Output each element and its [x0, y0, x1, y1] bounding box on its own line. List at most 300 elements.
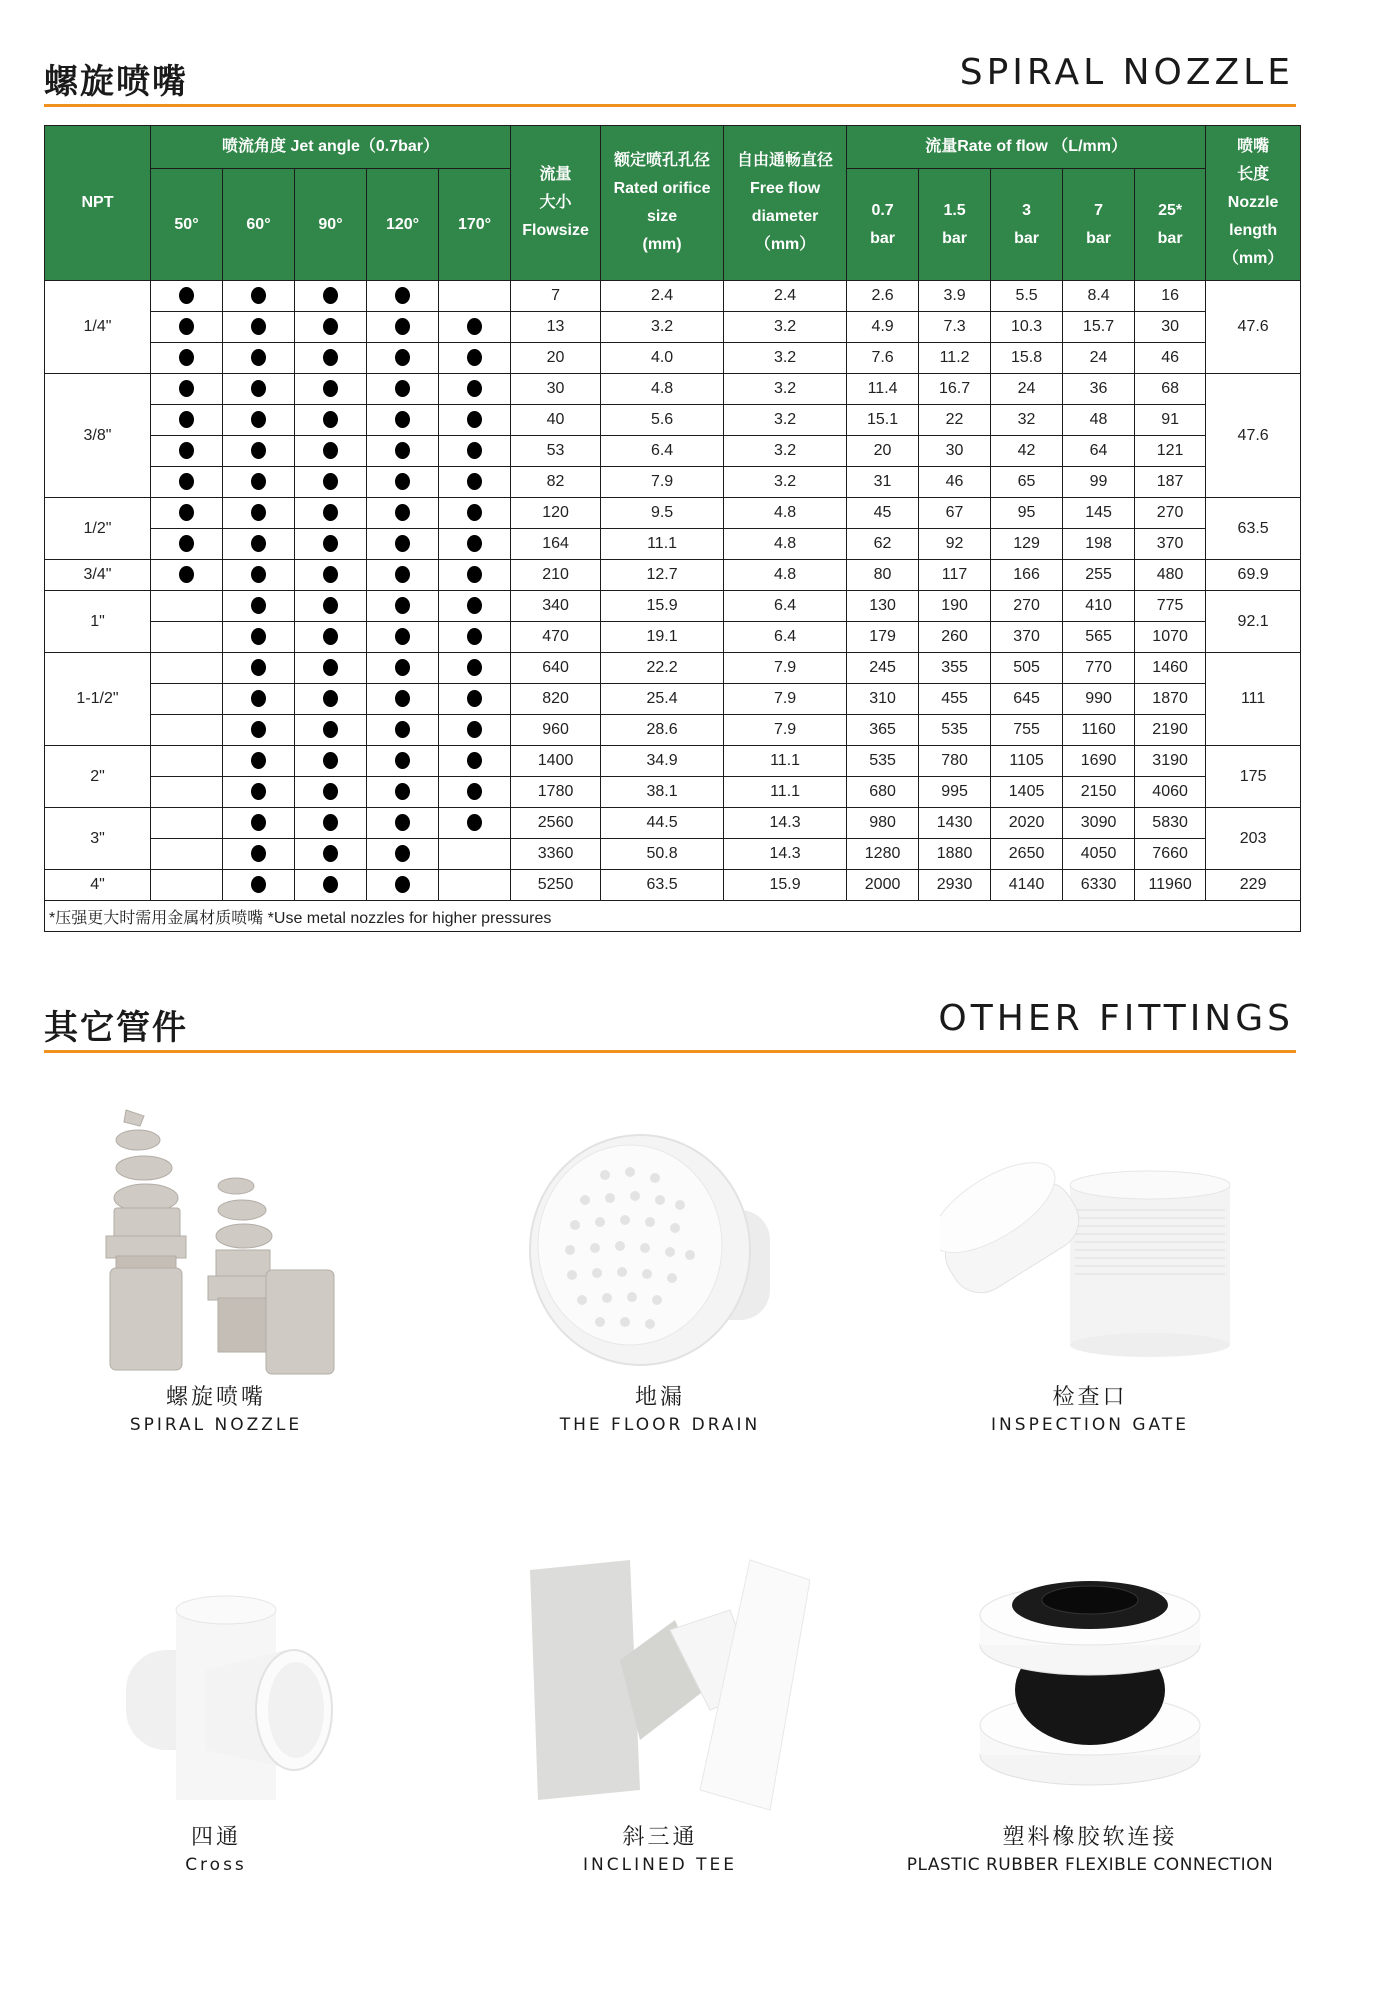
- rate-cell: 7.6: [847, 343, 919, 374]
- flowsize-cell: 640: [511, 653, 601, 684]
- angle-cell: [439, 870, 511, 901]
- available-dot-icon: [251, 690, 266, 707]
- rate-cell: 16.7: [919, 374, 991, 405]
- angle-cell: [367, 343, 439, 374]
- orifice-cell: 4.0: [601, 343, 724, 374]
- angle-cell: [295, 715, 367, 746]
- available-dot-icon: [467, 597, 482, 614]
- rate-cell: 46: [919, 467, 991, 498]
- rate-cell: 680: [847, 777, 919, 808]
- table-row: [45, 839, 1301, 870]
- flowsize-cell: 53: [511, 436, 601, 467]
- available-dot-icon: [179, 504, 194, 521]
- section-title-en: OTHER FITTINGS: [938, 998, 1294, 1039]
- angle-cell: [151, 715, 223, 746]
- available-dot-icon: [467, 318, 482, 335]
- angle-cell: [223, 808, 295, 839]
- rate-cell: 15.1: [847, 405, 919, 436]
- available-dot-icon: [323, 411, 338, 428]
- rate-cell: 80: [847, 560, 919, 591]
- product-card-inclined-tee: [450, 1540, 870, 1875]
- available-dot-icon: [467, 814, 482, 831]
- rate-cell: 1460: [1135, 653, 1206, 684]
- product-name-cn: 四通: [190, 1825, 241, 1850]
- available-dot-icon: [467, 566, 482, 583]
- rate-cell: 198: [1063, 529, 1135, 560]
- available-dot-icon: [251, 442, 266, 459]
- orifice-cell: 25.4: [601, 684, 724, 715]
- available-dot-icon: [467, 380, 482, 397]
- angle-cell: [439, 560, 511, 591]
- flowsize-cell: 30: [511, 374, 601, 405]
- angle-cell: [367, 281, 439, 312]
- angle-cell: [439, 436, 511, 467]
- angle-cell: [151, 467, 223, 498]
- angle-cell: [439, 281, 511, 312]
- available-dot-icon: [251, 287, 266, 304]
- table-row: [45, 405, 1301, 436]
- rate-cell: 645: [991, 684, 1063, 715]
- orifice-cell: 19.1: [601, 622, 724, 653]
- nozzle-length-cell: 229: [1206, 870, 1301, 901]
- rate-cell: 5.5: [991, 281, 1063, 312]
- angle-cell: [151, 684, 223, 715]
- product-name-cn: 螺旋喷嘴: [165, 1385, 266, 1410]
- angle-cell: [223, 653, 295, 684]
- spiral-nozzle-image: [66, 1100, 366, 1380]
- rate-cell: 7660: [1135, 839, 1206, 870]
- header-angle: 50°: [151, 169, 223, 281]
- available-dot-icon: [251, 597, 266, 614]
- rate-cell: 4140: [991, 870, 1063, 901]
- rate-cell: 121: [1135, 436, 1206, 467]
- angle-cell: [223, 560, 295, 591]
- available-dot-icon: [179, 473, 194, 490]
- available-dot-icon: [323, 349, 338, 366]
- angle-cell: [223, 374, 295, 405]
- rate-cell: 95: [991, 498, 1063, 529]
- angle-cell: [151, 808, 223, 839]
- available-dot-icon: [395, 535, 410, 552]
- rate-cell: 67: [919, 498, 991, 529]
- available-dot-icon: [467, 473, 482, 490]
- rate-cell: 129: [991, 529, 1063, 560]
- flowsize-cell: 13: [511, 312, 601, 343]
- freeflow-cell: 3.2: [724, 405, 847, 436]
- available-dot-icon: [395, 659, 410, 676]
- angle-cell: [439, 591, 511, 622]
- rate-cell: 15.7: [1063, 312, 1135, 343]
- rate-cell: 68: [1135, 374, 1206, 405]
- angle-cell: [367, 374, 439, 405]
- product-name-en: INCLINED TEE: [583, 1855, 737, 1875]
- rate-cell: 24: [1063, 343, 1135, 374]
- available-dot-icon: [467, 721, 482, 738]
- orifice-cell: 6.4: [601, 436, 724, 467]
- nozzle-length-cell: 175: [1206, 746, 1301, 808]
- angle-cell: [151, 374, 223, 405]
- rate-cell: 775: [1135, 591, 1206, 622]
- rate-cell: 3.9: [919, 281, 991, 312]
- available-dot-icon: [395, 752, 410, 769]
- product-card-inspection-gate: [880, 1100, 1300, 1435]
- available-dot-icon: [251, 535, 266, 552]
- table-row: [45, 715, 1301, 746]
- section-title-cn: 螺旋喷嘴: [44, 62, 188, 102]
- available-dot-icon: [179, 411, 194, 428]
- angle-cell: [151, 591, 223, 622]
- rate-cell: 117: [919, 560, 991, 591]
- angle-cell: [295, 622, 367, 653]
- rate-cell: 370: [1135, 529, 1206, 560]
- header-jet-angle: 喷流角度 Jet angle（0.7bar）: [151, 126, 511, 169]
- available-dot-icon: [395, 318, 410, 335]
- orifice-cell: 9.5: [601, 498, 724, 529]
- rate-cell: 535: [919, 715, 991, 746]
- rate-cell: 130: [847, 591, 919, 622]
- angle-cell: [367, 405, 439, 436]
- available-dot-icon: [179, 535, 194, 552]
- available-dot-icon: [467, 628, 482, 645]
- rate-cell: 1405: [991, 777, 1063, 808]
- angle-cell: [295, 777, 367, 808]
- available-dot-icon: [251, 318, 266, 335]
- angle-cell: [367, 622, 439, 653]
- angle-cell: [223, 591, 295, 622]
- available-dot-icon: [467, 752, 482, 769]
- angle-cell: [367, 684, 439, 715]
- nozzle-length-cell: 69.9: [1206, 560, 1301, 591]
- nozzle-length-cell: 47.6: [1206, 374, 1301, 498]
- angle-cell: [439, 467, 511, 498]
- angle-cell: [223, 622, 295, 653]
- angle-cell: [151, 653, 223, 684]
- angle-cell: [295, 870, 367, 901]
- available-dot-icon: [179, 380, 194, 397]
- flowsize-cell: 40: [511, 405, 601, 436]
- angle-cell: [439, 312, 511, 343]
- available-dot-icon: [323, 473, 338, 490]
- section-header-spiral-nozzle: [44, 50, 1296, 106]
- freeflow-cell: 11.1: [724, 746, 847, 777]
- rate-cell: 1105: [991, 746, 1063, 777]
- angle-cell: [151, 746, 223, 777]
- angle-cell: [439, 529, 511, 560]
- angle-cell: [295, 591, 367, 622]
- angle-cell: [367, 808, 439, 839]
- available-dot-icon: [323, 845, 338, 862]
- angle-cell: [439, 653, 511, 684]
- available-dot-icon: [323, 752, 338, 769]
- rate-cell: 187: [1135, 467, 1206, 498]
- angle-cell: [439, 374, 511, 405]
- table-row: [45, 870, 1301, 901]
- available-dot-icon: [251, 876, 266, 893]
- nozzle-length-cell: 203: [1206, 808, 1301, 870]
- angle-cell: [439, 684, 511, 715]
- freeflow-cell: 3.2: [724, 436, 847, 467]
- angle-cell: [367, 746, 439, 777]
- rate-cell: 1280: [847, 839, 919, 870]
- available-dot-icon: [323, 659, 338, 676]
- available-dot-icon: [179, 349, 194, 366]
- rate-cell: 46: [1135, 343, 1206, 374]
- angle-cell: [295, 343, 367, 374]
- rate-cell: 48: [1063, 405, 1135, 436]
- rate-cell: 2930: [919, 870, 991, 901]
- rate-cell: 3190: [1135, 746, 1206, 777]
- angle-cell: [295, 405, 367, 436]
- flowsize-cell: 960: [511, 715, 601, 746]
- angle-cell: [367, 467, 439, 498]
- orifice-cell: 12.7: [601, 560, 724, 591]
- available-dot-icon: [251, 349, 266, 366]
- npt-size: 1-1/2": [45, 653, 151, 746]
- rate-cell: 755: [991, 715, 1063, 746]
- angle-cell: [439, 746, 511, 777]
- table-row: [45, 529, 1301, 560]
- angle-cell: [295, 529, 367, 560]
- header-flowsize: 流量 大小 Flowsize: [511, 126, 601, 281]
- rate-cell: 91: [1135, 405, 1206, 436]
- angle-cell: [439, 343, 511, 374]
- rate-cell: 565: [1063, 622, 1135, 653]
- available-dot-icon: [395, 597, 410, 614]
- npt-size: 3/8": [45, 374, 151, 498]
- angle-cell: [223, 746, 295, 777]
- rate-cell: 99: [1063, 467, 1135, 498]
- nozzle-length-cell: 63.5: [1206, 498, 1301, 560]
- available-dot-icon: [467, 442, 482, 459]
- header-pressure: 25* bar: [1135, 169, 1206, 281]
- rate-cell: 535: [847, 746, 919, 777]
- product-name-en: PLASTIC RUBBER FLEXIBLE CONNECTION: [906, 1855, 1274, 1875]
- angle-cell: [295, 498, 367, 529]
- rate-cell: 780: [919, 746, 991, 777]
- header-pressure: 3 bar: [991, 169, 1063, 281]
- freeflow-cell: 11.1: [724, 777, 847, 808]
- rate-cell: 16: [1135, 281, 1206, 312]
- rate-cell: 6330: [1063, 870, 1135, 901]
- rate-cell: 31: [847, 467, 919, 498]
- rate-cell: 45: [847, 498, 919, 529]
- rate-cell: 190: [919, 591, 991, 622]
- angle-cell: [151, 498, 223, 529]
- angle-cell: [367, 653, 439, 684]
- available-dot-icon: [395, 442, 410, 459]
- angle-cell: [223, 684, 295, 715]
- angle-cell: [295, 684, 367, 715]
- available-dot-icon: [323, 814, 338, 831]
- flowsize-cell: 820: [511, 684, 601, 715]
- angle-cell: [223, 312, 295, 343]
- rate-cell: 20: [847, 436, 919, 467]
- available-dot-icon: [323, 690, 338, 707]
- product-name-en: THE FLOOR DRAIN: [559, 1415, 761, 1435]
- angle-cell: [295, 467, 367, 498]
- available-dot-icon: [395, 411, 410, 428]
- freeflow-cell: 4.8: [724, 560, 847, 591]
- header-pressure: 1.5 bar: [919, 169, 991, 281]
- angle-cell: [295, 374, 367, 405]
- rate-cell: 270: [991, 591, 1063, 622]
- available-dot-icon: [251, 659, 266, 676]
- angle-cell: [367, 498, 439, 529]
- orange-divider: [44, 104, 1296, 107]
- available-dot-icon: [395, 814, 410, 831]
- rate-cell: 255: [1063, 560, 1135, 591]
- rate-cell: 1070: [1135, 622, 1206, 653]
- flowsize-cell: 120: [511, 498, 601, 529]
- header-angle: 170°: [439, 169, 511, 281]
- angle-cell: [223, 405, 295, 436]
- available-dot-icon: [251, 504, 266, 521]
- flowsize-cell: 1400: [511, 746, 601, 777]
- available-dot-icon: [251, 411, 266, 428]
- rate-cell: 3090: [1063, 808, 1135, 839]
- available-dot-icon: [395, 628, 410, 645]
- available-dot-icon: [467, 411, 482, 428]
- freeflow-cell: 7.9: [724, 715, 847, 746]
- orifice-cell: 50.8: [601, 839, 724, 870]
- freeflow-cell: 4.8: [724, 498, 847, 529]
- table-row: [45, 281, 1301, 312]
- available-dot-icon: [323, 318, 338, 335]
- rate-cell: 11.2: [919, 343, 991, 374]
- table-row: [45, 343, 1301, 374]
- available-dot-icon: [251, 473, 266, 490]
- available-dot-icon: [179, 318, 194, 335]
- table-row: [45, 808, 1301, 839]
- rate-cell: 1880: [919, 839, 991, 870]
- header-free-flow: 自由通畅直径 Free flow diameter （mm）: [724, 126, 847, 281]
- available-dot-icon: [323, 380, 338, 397]
- flexible-connection-image: [940, 1540, 1240, 1820]
- npt-size: 2": [45, 746, 151, 808]
- freeflow-cell: 7.9: [724, 684, 847, 715]
- table-row: [45, 560, 1301, 591]
- table-row: [45, 374, 1301, 405]
- rate-cell: 11960: [1135, 870, 1206, 901]
- npt-size: 1/4": [45, 281, 151, 374]
- table-row: [45, 436, 1301, 467]
- npt-size: 1": [45, 591, 151, 653]
- rate-cell: 505: [991, 653, 1063, 684]
- rate-cell: 480: [1135, 560, 1206, 591]
- rate-cell: 1690: [1063, 746, 1135, 777]
- angle-cell: [151, 560, 223, 591]
- rate-cell: 166: [991, 560, 1063, 591]
- available-dot-icon: [323, 442, 338, 459]
- angle-cell: [223, 839, 295, 870]
- rate-cell: 310: [847, 684, 919, 715]
- angle-cell: [151, 436, 223, 467]
- table-row: [45, 312, 1301, 343]
- available-dot-icon: [251, 752, 266, 769]
- rate-cell: 990: [1063, 684, 1135, 715]
- rate-cell: 2650: [991, 839, 1063, 870]
- header-rate-of-flow: 流量Rate of flow （L/mm）: [847, 126, 1206, 169]
- angle-cell: [295, 436, 367, 467]
- available-dot-icon: [467, 504, 482, 521]
- angle-cell: [295, 560, 367, 591]
- product-card-spiral-nozzle: [6, 1100, 426, 1435]
- flowsize-cell: 470: [511, 622, 601, 653]
- table-row: [45, 746, 1301, 777]
- orange-divider: [44, 1050, 1296, 1053]
- flowsize-cell: 3360: [511, 839, 601, 870]
- orifice-cell: 3.2: [601, 312, 724, 343]
- header-angle: 120°: [367, 169, 439, 281]
- npt-size: 3/4": [45, 560, 151, 591]
- rate-cell: 770: [1063, 653, 1135, 684]
- freeflow-cell: 3.2: [724, 374, 847, 405]
- angle-cell: [151, 839, 223, 870]
- rate-cell: 10.3: [991, 312, 1063, 343]
- available-dot-icon: [467, 535, 482, 552]
- header-pressure: 7 bar: [1063, 169, 1135, 281]
- rate-cell: 2190: [1135, 715, 1206, 746]
- angle-cell: [367, 529, 439, 560]
- available-dot-icon: [395, 287, 410, 304]
- orifice-cell: 38.1: [601, 777, 724, 808]
- product-name-en: Cross: [185, 1855, 247, 1875]
- product-card-flexible-connection: [880, 1540, 1300, 1875]
- available-dot-icon: [251, 628, 266, 645]
- available-dot-icon: [251, 566, 266, 583]
- rate-cell: 8.4: [1063, 281, 1135, 312]
- rate-cell: 30: [919, 436, 991, 467]
- rate-cell: 260: [919, 622, 991, 653]
- available-dot-icon: [323, 535, 338, 552]
- flowsize-cell: 164: [511, 529, 601, 560]
- rate-cell: 30: [1135, 312, 1206, 343]
- rate-cell: 365: [847, 715, 919, 746]
- angle-cell: [439, 622, 511, 653]
- angle-cell: [151, 777, 223, 808]
- available-dot-icon: [395, 504, 410, 521]
- rate-cell: 355: [919, 653, 991, 684]
- angle-cell: [295, 808, 367, 839]
- orifice-cell: 5.6: [601, 405, 724, 436]
- flowsize-cell: 5250: [511, 870, 601, 901]
- angle-cell: [223, 343, 295, 374]
- orifice-cell: 63.5: [601, 870, 724, 901]
- rate-cell: 15.8: [991, 343, 1063, 374]
- orifice-cell: 4.8: [601, 374, 724, 405]
- angle-cell: [151, 343, 223, 374]
- available-dot-icon: [395, 721, 410, 738]
- nozzle-length-cell: 111: [1206, 653, 1301, 746]
- orifice-cell: 34.9: [601, 746, 724, 777]
- npt-size: 1/2": [45, 498, 151, 560]
- angle-cell: [295, 653, 367, 684]
- freeflow-cell: 2.4: [724, 281, 847, 312]
- available-dot-icon: [251, 814, 266, 831]
- available-dot-icon: [467, 349, 482, 366]
- freeflow-cell: 6.4: [724, 622, 847, 653]
- table-footnote: *压强更大时需用金属材质喷嘴 *Use metal nozzles for higher pressures: [45, 901, 1301, 932]
- freeflow-cell: 6.4: [724, 591, 847, 622]
- header-rated-orifice: 额定喷孔孔径 Rated orifice size (mm): [601, 126, 724, 281]
- table-row: [45, 591, 1301, 622]
- rate-cell: 245: [847, 653, 919, 684]
- table-row: [45, 467, 1301, 498]
- rate-cell: 145: [1063, 498, 1135, 529]
- product-name-cn: 检查口: [1052, 1385, 1128, 1410]
- freeflow-cell: 3.2: [724, 467, 847, 498]
- freeflow-cell: 14.3: [724, 808, 847, 839]
